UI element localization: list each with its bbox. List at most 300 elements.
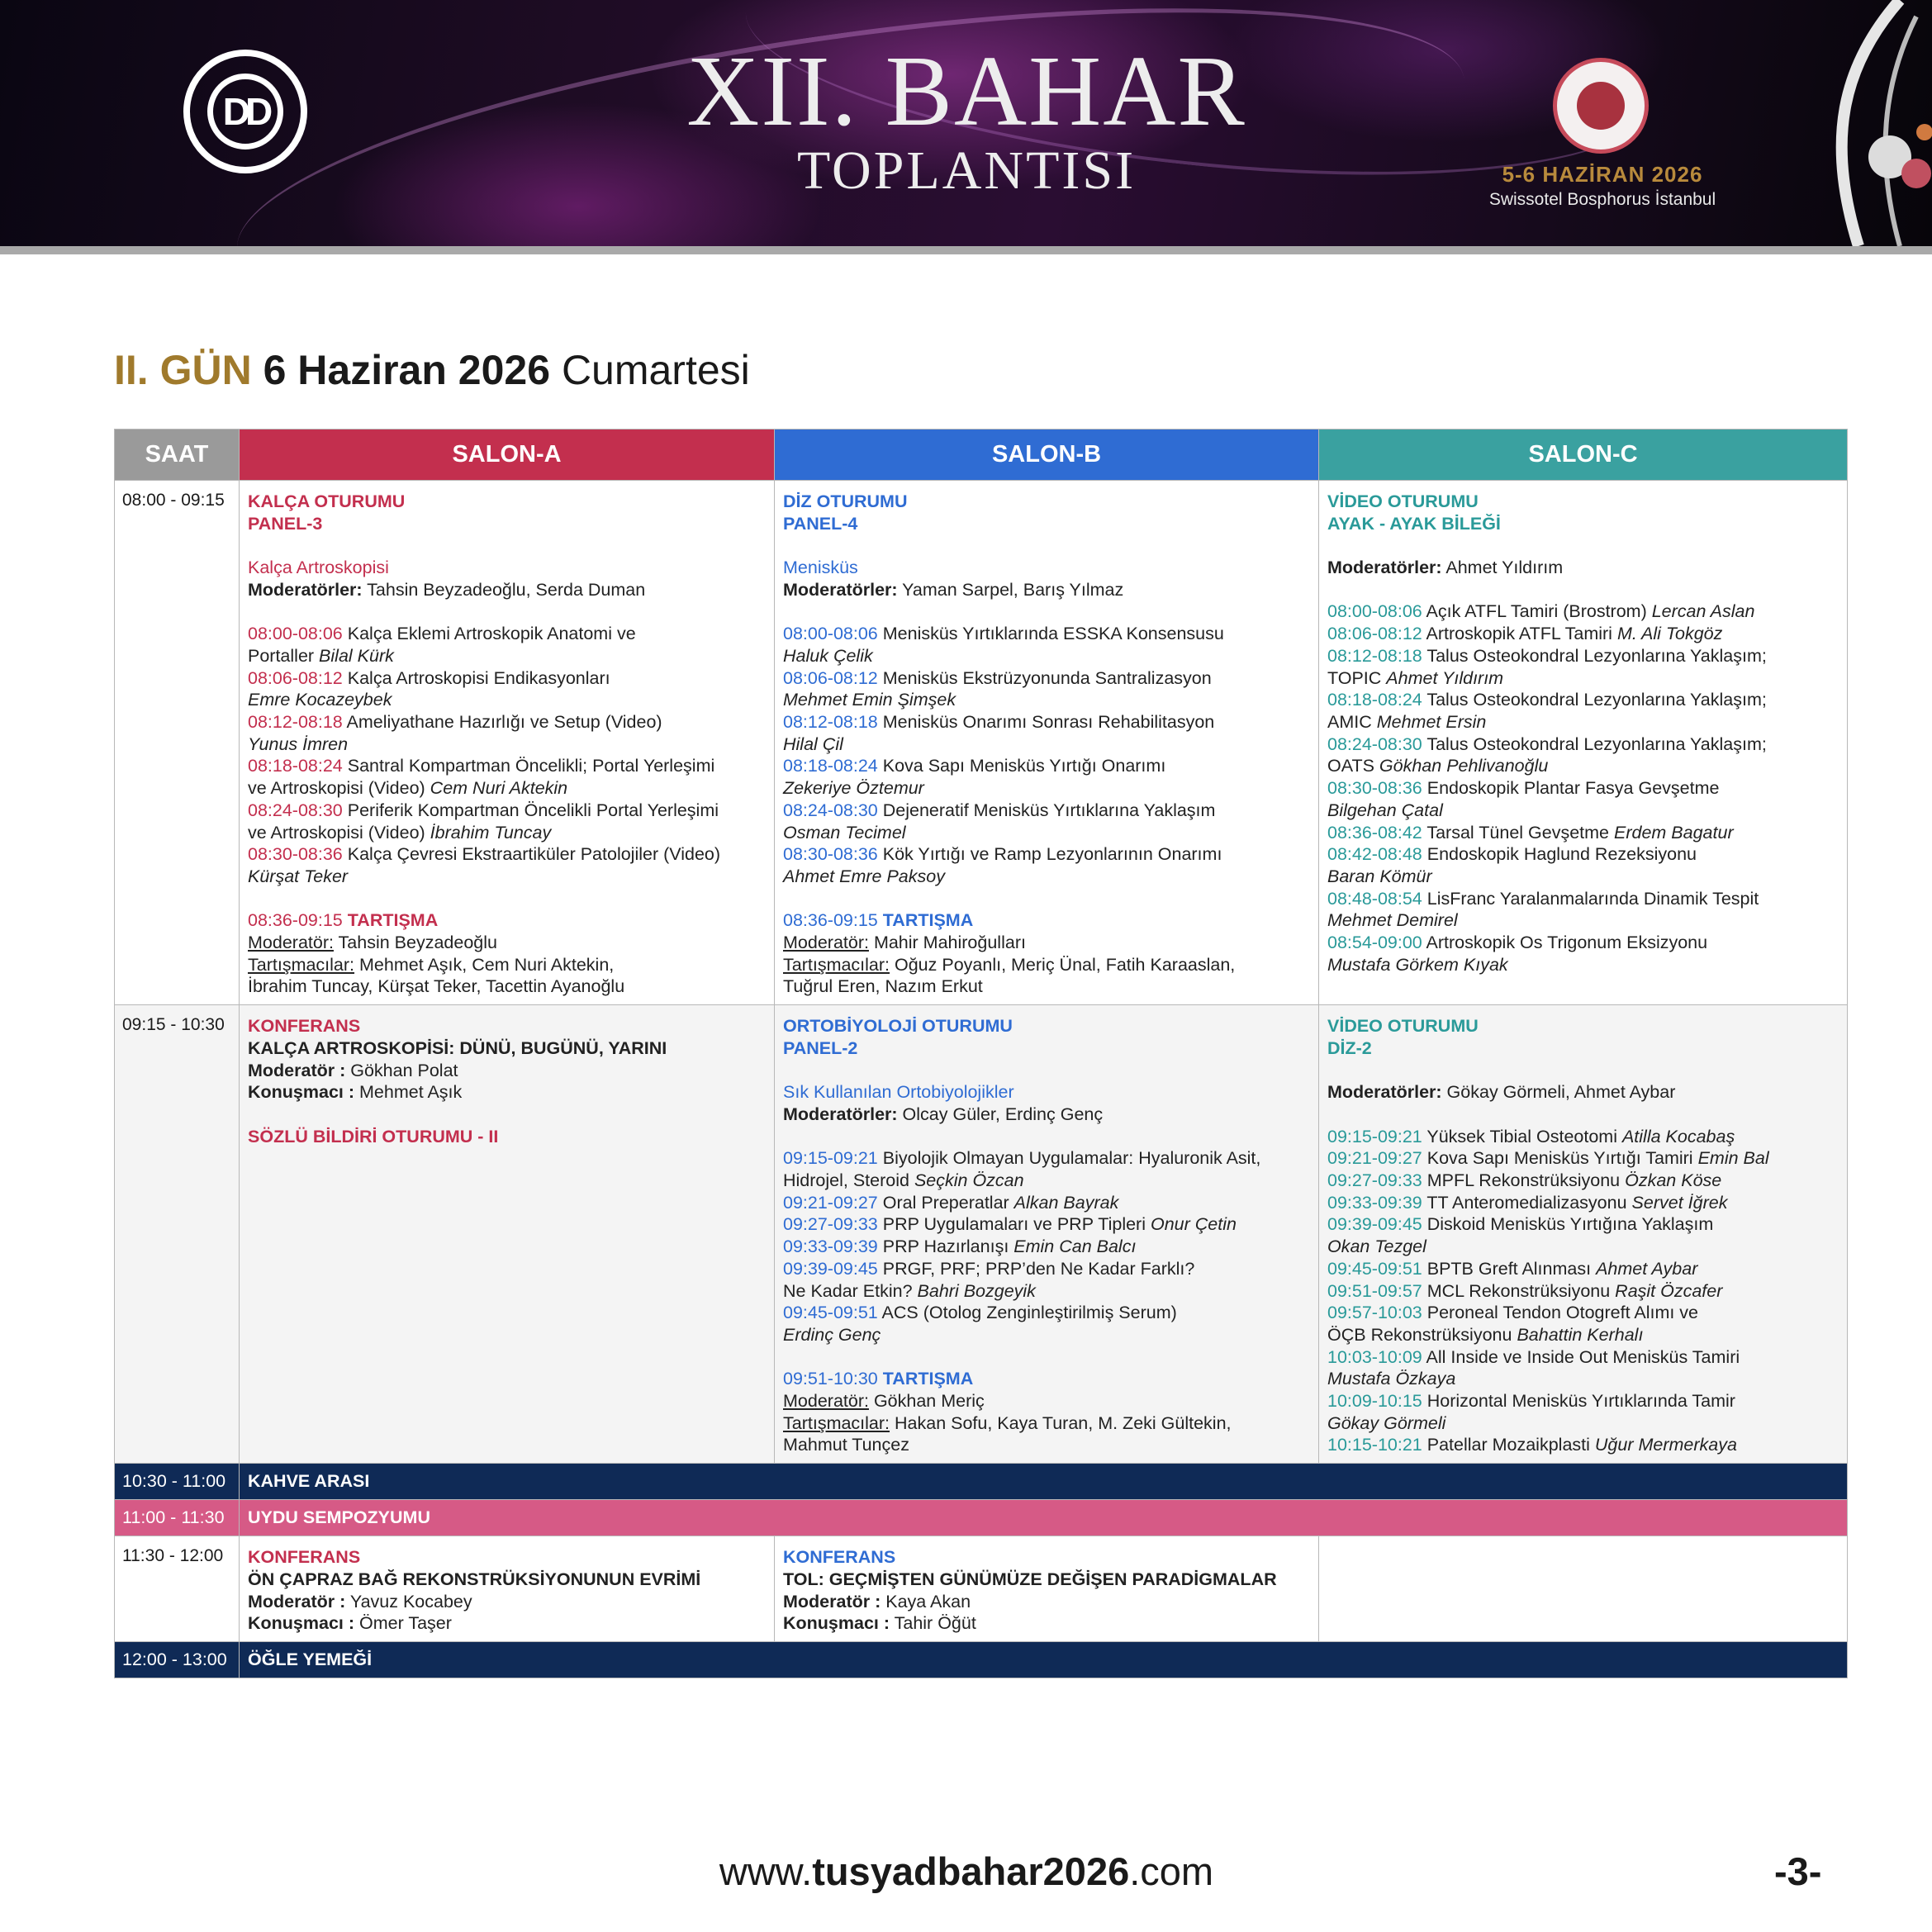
session-line [783,579,1310,601]
session-title: PANEL-4 [783,513,858,534]
session-line [783,822,1310,844]
session-text: Periferik Kompartman Öncelikli Portal Yerleşimi [342,800,719,820]
label-bold: Moderatör : [783,1591,881,1612]
session-line [783,1368,1310,1390]
session-text: Ahmet Yıldırım [1441,558,1564,578]
label-bold: Moderatörler: [1327,558,1442,578]
session-text: Endoskopik Plantar Fasya Gevşetme [1422,778,1720,799]
spacer [248,534,766,557]
session-text: Menisküs Yırtıklarında ESSKA Konsensusu [877,624,1224,644]
speaker-name: Onur Çetin [1150,1214,1237,1235]
tusyad-logo: DD [183,50,307,173]
session-line [1327,822,1839,844]
session-line [783,689,1310,711]
talk-time: 09:27-09:33 [1327,1170,1422,1191]
talk-time: 08:36-08:42 [1327,822,1422,843]
session-text: ACS (Otolog Zenginleştirilmiş Serum) [877,1303,1177,1323]
spacer [1327,1060,1839,1082]
speaker-name: Uğur Mermerkaya [1594,1435,1737,1455]
session-line [248,623,766,645]
session-title: KONFERANS [783,1547,896,1568]
column-header-salon-b: SALON-B [775,430,1319,481]
spacer [783,1346,1310,1369]
label-bold: Moderatörler: [248,579,363,600]
session-text: Kova Sapı Menisküs Yırtığı Tamiri [1422,1148,1698,1169]
talk-time: 09:21-09:27 [783,1192,878,1213]
session-text: Talus Osteokondral Lezyonlarına Yaklaşım; [1422,690,1767,710]
session-title: TARTIŞMA [882,1369,974,1389]
speaker-name: Bilal Kürk [319,645,394,666]
speaker-name: Emin Bal [1697,1148,1769,1169]
symposium-label: UYDU SEMPOZYUMU [240,1500,1848,1536]
speaker-name: Ahmet Yıldırım [1386,667,1504,688]
session-line [1327,1412,1839,1435]
session-text: PRGF, PRF; PRP’den Ne Kadar Farklı? [877,1258,1195,1279]
session-line [783,843,1310,866]
session-line [248,733,766,756]
speaker-name: Mustafa Özkaya [1327,1369,1456,1389]
label-bold: Konuşmacı : [783,1613,890,1634]
header-divider [0,246,1932,254]
session-salon-b [775,481,1319,1005]
speaker-name: Mehmet Emin Şimşek [783,690,957,710]
talk-time: 08:12-08:18 [1327,645,1422,666]
talk-time: 09:21-09:27 [1327,1148,1422,1169]
session-line [1327,1346,1839,1369]
label-bold: Moderatörler: [783,579,898,600]
session-line [1327,1368,1839,1390]
speaker-name: Atilla Kocabaş [1621,1126,1735,1146]
session-text: Santral Kompartman Öncelikli; Portal Yerleşimi [342,756,715,776]
page-number: -3- [1774,1849,1822,1893]
label-bold: Moderatör : [248,1060,346,1080]
session-text: MCL Rekonstrüksiyonu [1422,1280,1616,1301]
session-salon-c [1319,481,1848,1005]
talk-time: 08:12-08:18 [248,712,343,732]
session-line [1327,777,1839,800]
session-salon-b [775,1536,1319,1642]
speaker-name: Seçkin Özcan [914,1170,1024,1191]
session-line [248,1612,766,1635]
session-line [783,755,1310,777]
session-title: KONFERANS [248,1547,361,1568]
label-underlined: Moderatör: [783,1391,869,1412]
session-text: OATS [1327,756,1379,776]
session-title: DİZ-2 [1327,1037,1372,1058]
session-line [248,909,766,932]
talk-time: 08:24-08:30 [1327,733,1422,754]
session-text: Hakan Sofu, Kaya Turan, M. Zeki Gültekin, [890,1412,1232,1433]
spacer [783,1126,1310,1148]
label-underlined: Moderatör: [783,933,869,953]
time-slot: 08:00 - 09:15 [115,481,240,1005]
speaker-name: Emre Kocazeybek [248,690,392,710]
talk-time: 08:06-08:12 [783,667,878,688]
session-line [783,1147,1310,1170]
session-line [783,1104,1310,1126]
session-text: All Inside ve Inside Out Menisküs Tamiri [1422,1346,1740,1367]
session-text: Açık ATFL Tamiri (Brostrom) [1422,601,1652,622]
session-line [783,1170,1310,1192]
session-text: Tahir Öğüt [890,1613,976,1634]
session-line [248,667,766,690]
session-line [1327,932,1839,954]
time-slot: 09:15 - 10:30 [115,1005,240,1464]
talk-time: 08:18-08:24 [248,756,343,776]
session-text: Dejeneratif Menisküs Yırtıklarına Yaklaşım [877,800,1216,820]
session-salon-a [240,1005,775,1464]
label-bold: Moderatör : [248,1591,346,1612]
spacer [1327,579,1839,601]
talk-time: 09:39-09:45 [1327,1214,1422,1235]
session-title: AYAK - AYAK BİLEĞİ [1327,513,1501,534]
session-line [248,755,766,777]
session-text: Mehmet Aşık, Cem Nuri Aktekin, [354,954,615,975]
website-link[interactable] [702,1849,1231,1894]
session-line [1327,1147,1839,1170]
speaker-name: Hilal Çil [783,733,843,754]
speaker-name: Gökay Görmeli [1327,1412,1446,1433]
session-line [1327,1280,1839,1303]
table-row [115,1536,1848,1642]
session-line [1327,800,1839,822]
session-line [1327,623,1839,645]
session-text: Gökay Görmeli, Ahmet Aybar [1441,1082,1676,1103]
event-title [644,36,1289,204]
speaker-name: Erdem Bagatur [1614,822,1734,843]
session-text: TT Anteromedializasyonu [1422,1192,1632,1213]
speaker-name: Alkan Bayrak [1013,1192,1119,1213]
talk-time: 09:33-09:39 [1327,1192,1422,1213]
session-text: TOPIC [1327,667,1387,688]
event-date: 5-6 HAZİRAN 2026 [1502,162,1703,187]
speaker-name: Bahattin Kerhalı [1517,1324,1644,1345]
spacer [1327,534,1839,557]
session-text: Ne Kadar Etkin? [783,1280,918,1301]
session-line [783,667,1310,690]
session-text: Gökhan Meriç [868,1391,985,1412]
break-row-coffee [115,1464,1848,1500]
session-line [783,1236,1310,1258]
session-text: Ömer Taşer [354,1613,452,1634]
session-line [1327,600,1839,623]
session-line [783,777,1310,800]
session-title: TARTIŞMA [347,910,439,931]
session-line [1327,843,1839,866]
session-text: Olcay Güler, Erdinç Genç [897,1104,1104,1124]
session-line [783,954,1310,976]
session-line [1327,909,1839,932]
spacer [248,888,766,910]
session-salon-a [240,1536,775,1642]
event-venue: Swissotel Bosphorus İstanbul [1488,190,1716,209]
session-salon-a [240,481,775,1005]
speaker-name: Özkan Köse [1625,1170,1722,1191]
speaker-name: Ahmet Emre Paksoy [783,866,945,886]
label-bold: Konuşmacı : [248,1082,355,1103]
session-text: Kalça Eklemi Artroskopik Anatomi ve [342,624,636,644]
label-bold: TOL: GEÇMİŞTEN GÜNÜMÜZE DEĞİŞEN PARADİGMALAR [783,1569,1277,1589]
session-line [783,1258,1310,1280]
session-line [248,1591,766,1613]
session-line [248,843,766,866]
label-underlined: Moderatör: [248,933,334,953]
session-line [1327,1213,1839,1236]
talk-time: 08:30-08:36 [1327,778,1422,799]
knee-illustration [1792,0,1932,246]
event-date-venue [1454,162,1751,210]
session-line [1327,888,1839,910]
session-text: Diskoid Menisküs Yırtığına Yaklaşım [1422,1214,1714,1235]
talk-time: 08:42-08:48 [1327,844,1422,865]
session-line [1327,1192,1839,1214]
day-date: 6 Haziran 2026 [263,347,551,393]
session-line [783,1412,1310,1435]
talk-time: 08:54-09:00 [1327,933,1422,953]
session-text: Artroskopik ATFL Tamiri [1422,624,1617,644]
talk-time: 08:18-08:24 [783,756,878,776]
session-salon-c [1319,1005,1848,1464]
session-line [783,800,1310,822]
speaker-name: İbrahim Tuncay [430,822,552,843]
session-title: VİDEO OTURUMU [1327,1016,1479,1037]
schedule-table [114,429,1848,1678]
session-text: ÖÇB Rekonstrüksiyonu [1327,1324,1517,1345]
talk-time: 08:30-08:36 [783,844,878,865]
speaker-name: Raşit Özcafer [1615,1280,1723,1301]
session-title: ORTOBİYOLOJİ OTURUMU [783,1016,1013,1037]
session-line [783,645,1310,667]
session-text: Kalça Çevresi Ekstraartiküler Patolojiler (Video) [342,844,721,865]
session-line [248,579,766,601]
session-text: Oral Preperatlar [877,1192,1014,1213]
session-text: Biyolojik Olmayan Uygulamalar: Hyaluronik Asit, [877,1148,1261,1169]
table-row [115,1005,1848,1464]
talk-time: 09:15-09:21 [1327,1126,1422,1146]
label-bold: ÖN ÇAPRAZ BAĞ REKONSTRÜKSİYONUNUN EVRİMİ [248,1569,701,1589]
session-text: Portaller [248,645,320,666]
session-text: Hidrojel, Steroid [783,1170,914,1191]
session-line [783,711,1310,733]
session-line [1327,954,1839,976]
spacer [248,1104,766,1126]
time-slot: 11:30 - 12:00 [115,1536,240,1642]
talk-time: 09:45-09:51 [783,1303,878,1323]
speaker-name: Bahri Bozgeyik [917,1280,1036,1301]
time-slot: 12:00 - 13:00 [115,1641,240,1678]
talk-time: 08:00-08:06 [248,624,343,644]
session-text: Oğuz Poyanlı, Meriç Ünal, Fatih Karaaslan, [890,954,1236,975]
session-line [1327,1434,1839,1456]
session-line [1327,1390,1839,1412]
speaker-name: Okan Tezgel [1327,1237,1426,1257]
session-title: TARTIŞMA [882,910,974,931]
speaker-name: Mehmet Ersin [1376,712,1487,732]
session-line [783,733,1310,756]
session-text: ve Artroskopisi (Video) [248,822,430,843]
label-underlined: Tartışmacılar: [248,954,355,975]
talk-time: 08:30-08:36 [248,844,343,865]
spacer [783,1060,1310,1082]
session-text: Peroneal Tendon Otogreft Alımı ve [1422,1303,1699,1323]
session-text: Horizontal Menisküs Yırtıklarında Tamir [1422,1391,1735,1412]
label-bold: KALÇA ARTROSKOPİSİ: DÜNÜ, BUGÜNÜ, YARINI [248,1037,667,1058]
talk-time: 09:51-10:30 [783,1369,878,1389]
talk-time: 08:12-08:18 [783,712,878,732]
speaker-name: Lercan Aslan [1651,601,1755,622]
talk-time: 10:15-10:21 [1327,1435,1422,1455]
session-salon-b [775,1005,1319,1464]
session-line [1327,1324,1839,1346]
session-line [1327,711,1839,733]
break-label: KAHVE ARASI [240,1464,1848,1500]
session-text: BPTB Greft Alınması [1422,1258,1597,1279]
header-banner [0,0,1932,246]
istanbul-society-logo [1553,58,1649,154]
label-underlined: Tartışmacılar: [783,1412,890,1433]
session-subtitle: Sık Kullanılan Ortobiyolojikler [783,1082,1014,1103]
spacer [1327,1104,1839,1126]
session-line [783,623,1310,645]
speaker-name: Erdinç Genç [783,1324,881,1345]
session-line [1327,866,1839,888]
session-line [783,1324,1310,1346]
session-subtitle: Menisküs [783,558,858,578]
session-title: PANEL-3 [248,513,323,534]
session-text: Tahsin Beyzadeoğlu, Serda Duman [362,579,646,600]
session-title: SÖZLÜ BİLDİRİ OTURUMU - II [248,1126,499,1146]
speaker-name: Emin Can Balcı [1013,1237,1137,1257]
session-text: PRP Uygulamaları ve PRP Tipleri [877,1214,1151,1235]
speaker-name: Cem Nuri Aktekin [430,778,568,799]
session-line [248,645,766,667]
speaker-name: M. Ali Tokgöz [1616,624,1723,644]
speaker-name: Gökhan Pehlivanoğlu [1379,756,1549,776]
speaker-name: Osman Tecimel [783,822,906,843]
session-text: Menisküs Onarımı Sonrası Rehabilitasyon [877,712,1215,732]
break-label: ÖĞLE YEMEĞİ [240,1641,1848,1678]
session-text: Talus Osteokondral Lezyonlarına Yaklaşım; [1422,645,1767,666]
session-line [248,866,766,888]
session-line [1327,1081,1839,1104]
session-title: DİZ OTURUMU [783,491,908,511]
talk-time: 09:27-09:33 [783,1214,878,1235]
session-line [1327,1126,1839,1148]
session-text: Kök Yırtığı ve Ramp Lezyonlarının Onarımı [877,844,1222,865]
talk-time: 08:06-08:12 [248,667,343,688]
talk-time: 08:36-09:15 [783,910,878,931]
session-line [248,1060,766,1082]
session-text: LisFranc Yaralanmalarında Dinamik Tespit [1422,888,1759,909]
talk-time: 08:00-08:06 [783,624,878,644]
speaker-name: Kürşat Teker [248,866,349,886]
label-bold: Moderatörler: [783,1104,898,1124]
session-text: Menisküs Ekstrüzyonunda Santralizasyon [877,667,1212,688]
session-line [1327,733,1839,756]
session-line [1327,667,1839,690]
session-text: PRP Hazırlanışı [877,1237,1014,1257]
talk-time: 08:24-08:30 [783,800,878,820]
url-prefix: www. [719,1849,813,1893]
session-line [248,711,766,733]
speaker-name: Baran Kömür [1327,866,1432,886]
label-bold: Konuşmacı : [248,1613,355,1634]
spacer [783,888,1310,910]
session-line [783,1591,1310,1613]
session-line [783,1280,1310,1303]
url-suffix: .com [1129,1849,1214,1893]
event-title-line1: XII. BAHAR [686,36,1246,147]
session-text: Kova Sapı Menisküs Yırtığı Onarımı [877,756,1166,776]
time-slot: 10:30 - 11:00 [115,1464,240,1500]
speaker-name: Mustafa Görkem Kıyak [1327,954,1508,975]
talk-time: 09:45-09:51 [1327,1258,1422,1279]
column-header-salon-a: SALON-A [240,430,775,481]
session-line [248,1081,766,1104]
table-header-row [115,430,1848,481]
session-line [783,1192,1310,1214]
speaker-name: Mehmet Demirel [1327,910,1458,931]
talk-time: 08:48-08:54 [1327,888,1422,909]
session-text: Kaya Akan [881,1591,971,1612]
session-title: VİDEO OTURUMU [1327,491,1479,511]
session-text: Tuğrul Eren, Nazım Erkut [783,976,983,997]
talk-time: 08:00-08:06 [1327,601,1422,622]
session-line [783,1390,1310,1412]
session-text: Ameliyathane Hazırlığı ve Setup (Video) [342,712,662,732]
session-text: İbrahim Tuncay, Kürşat Teker, Tacettin Ayanoğlu [248,976,625,997]
session-salon-c [1319,1536,1848,1642]
session-text: Yüksek Tibial Osteotomi [1422,1126,1622,1146]
session-title: KALÇA OTURUMU [248,491,406,511]
session-line [783,1612,1310,1635]
session-line [1327,1236,1839,1258]
time-slot: 11:00 - 11:30 [115,1500,240,1536]
session-line [783,866,1310,888]
talk-time: 09:33-09:39 [783,1237,878,1257]
session-text: Mahmut Tunçez [783,1435,909,1455]
session-line [783,1213,1310,1236]
session-title: PANEL-2 [783,1037,858,1058]
spacer [783,601,1310,624]
session-text: Gökhan Polat [345,1060,458,1080]
session-line [248,777,766,800]
session-line [1327,1258,1839,1280]
spacer [248,601,766,624]
session-line [248,689,766,711]
session-line [1327,755,1839,777]
session-text: Endoskopik Haglund Rezeksiyonu [1422,844,1697,865]
session-line [783,1302,1310,1324]
talk-time: 10:09-10:15 [1327,1391,1422,1412]
session-line [1327,557,1839,579]
day-weekday: Cumartesi [561,347,750,393]
session-title: KONFERANS [248,1016,361,1037]
speaker-name: Haluk Çelik [783,645,873,666]
session-line [248,932,766,954]
session-text: Talus Osteokondral Lezyonlarına Yaklaşım; [1422,733,1767,754]
talk-time: 08:18-08:24 [1327,690,1422,710]
session-text: Yaman Sarpel, Barış Yılmaz [897,579,1124,600]
break-row-lunch [115,1641,1848,1678]
day-heading [114,345,750,395]
session-text: Tahsin Beyzadeoğlu [333,933,497,953]
event-title-line2: TOPLANTISI [796,140,1137,201]
talk-time: 09:57-10:03 [1327,1303,1422,1323]
talk-time: 09:15-09:21 [783,1148,878,1169]
session-text: Yavuz Kocabey [345,1591,472,1612]
talk-time: 08:24-08:30 [248,800,343,820]
